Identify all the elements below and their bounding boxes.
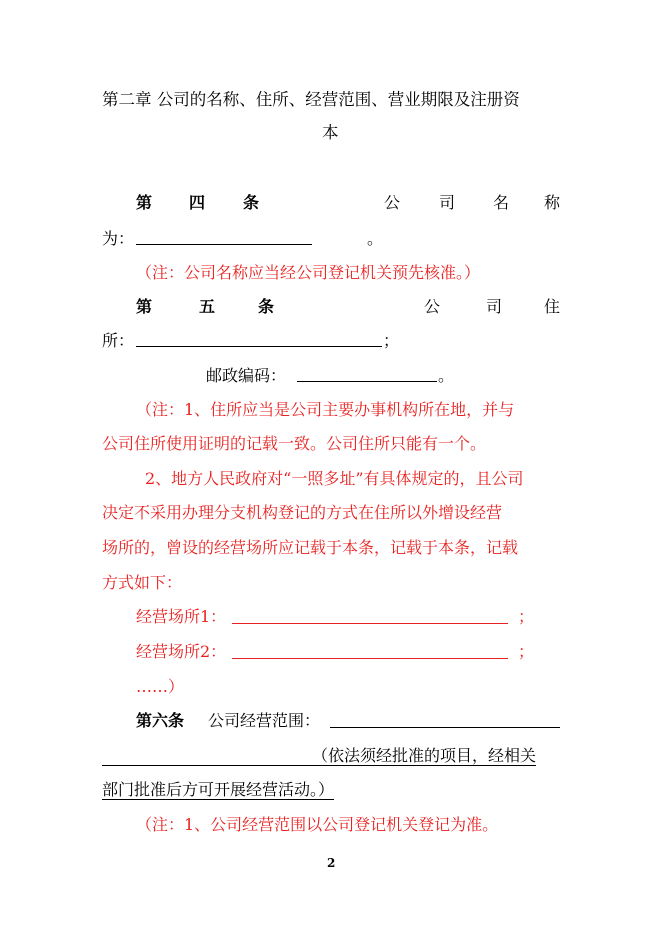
article5-text-3: 住 <box>544 297 561 316</box>
article4-line2-prefix: 为： <box>102 229 135 248</box>
article5-note2-line4: 方式如下： <box>102 573 183 592</box>
business-scope-blank-2[interactable] <box>102 765 312 766</box>
business-scope-blank[interactable] <box>330 727 560 728</box>
article5-text-1: 公 <box>424 297 441 316</box>
article4-note: （注：公司名称应当经公司登记机关预先核准。） <box>136 263 481 282</box>
place1-label: 经营场所1： <box>136 607 227 626</box>
place2-end: ； <box>518 642 535 661</box>
article4-text-3: 名 <box>493 193 510 212</box>
place2-blank[interactable] <box>232 658 508 659</box>
article5-note2-line3: 场所的，曾设的经营场所应记载于本条，记载于本条，记载 <box>102 538 519 557</box>
article4-text-1: 公 <box>384 193 401 212</box>
article4-label-2: 四 <box>189 193 206 212</box>
article6-label: 第六条 <box>136 711 185 730</box>
place2-label: 经营场所2： <box>136 642 227 661</box>
article6-line3: 部门批准后方可开展经营活动。） <box>102 780 335 799</box>
article5-label-2: 五 <box>199 297 216 316</box>
article5-line2-end: ； <box>383 331 400 350</box>
postcode-blank[interactable] <box>297 381 437 382</box>
postcode-end: 。 <box>438 366 455 385</box>
article5-text-2: 司 <box>486 297 503 316</box>
article5-note1-line1: （注：1、住所应当是公司主要办事机构所在地，并与 <box>136 400 515 419</box>
ellipsis: ……） <box>136 677 185 696</box>
place1-end: ； <box>518 607 535 626</box>
article5-label-1: 第 <box>136 297 153 316</box>
article5-note1-line2: 公司住所使用证明的记载一致。公司住所只能有一个。 <box>102 434 487 453</box>
article5-note2-line2: 决定不采用办理分支机构登记的方式在住所以外增设经营 <box>102 503 503 522</box>
company-address-blank[interactable] <box>136 346 382 347</box>
article6-text: 公司经营范围： <box>208 711 321 730</box>
chapter-title-line1: 第二章 公司的名称、住所、经营范围、营业期限及注册资 <box>102 90 520 109</box>
company-name-blank[interactable] <box>136 244 312 245</box>
chapter-title-line2: 本 <box>322 123 339 142</box>
place1-blank[interactable] <box>232 623 508 624</box>
page-number: 2 <box>327 856 336 870</box>
article4-label-3: 条 <box>243 193 260 212</box>
article6-line2: （依法须经批准的项目，经相关 <box>312 746 537 765</box>
article5-line2-prefix: 所： <box>102 331 135 350</box>
article5-label-3: 条 <box>258 297 275 316</box>
article5-note2-line1: 2、地方人民政府对“一照多址”有具体规定的，且公司 <box>145 469 524 488</box>
article4-line2-end: 。 <box>367 229 384 248</box>
article4-text-4: 称 <box>544 193 561 212</box>
postcode-label: 邮政编码： <box>206 366 287 385</box>
article4-text-2: 司 <box>439 193 456 212</box>
article4-label-1: 第 <box>136 193 153 212</box>
article6-note: （注：1、公司经营范围以公司登记机关登记为准。 <box>136 815 499 834</box>
